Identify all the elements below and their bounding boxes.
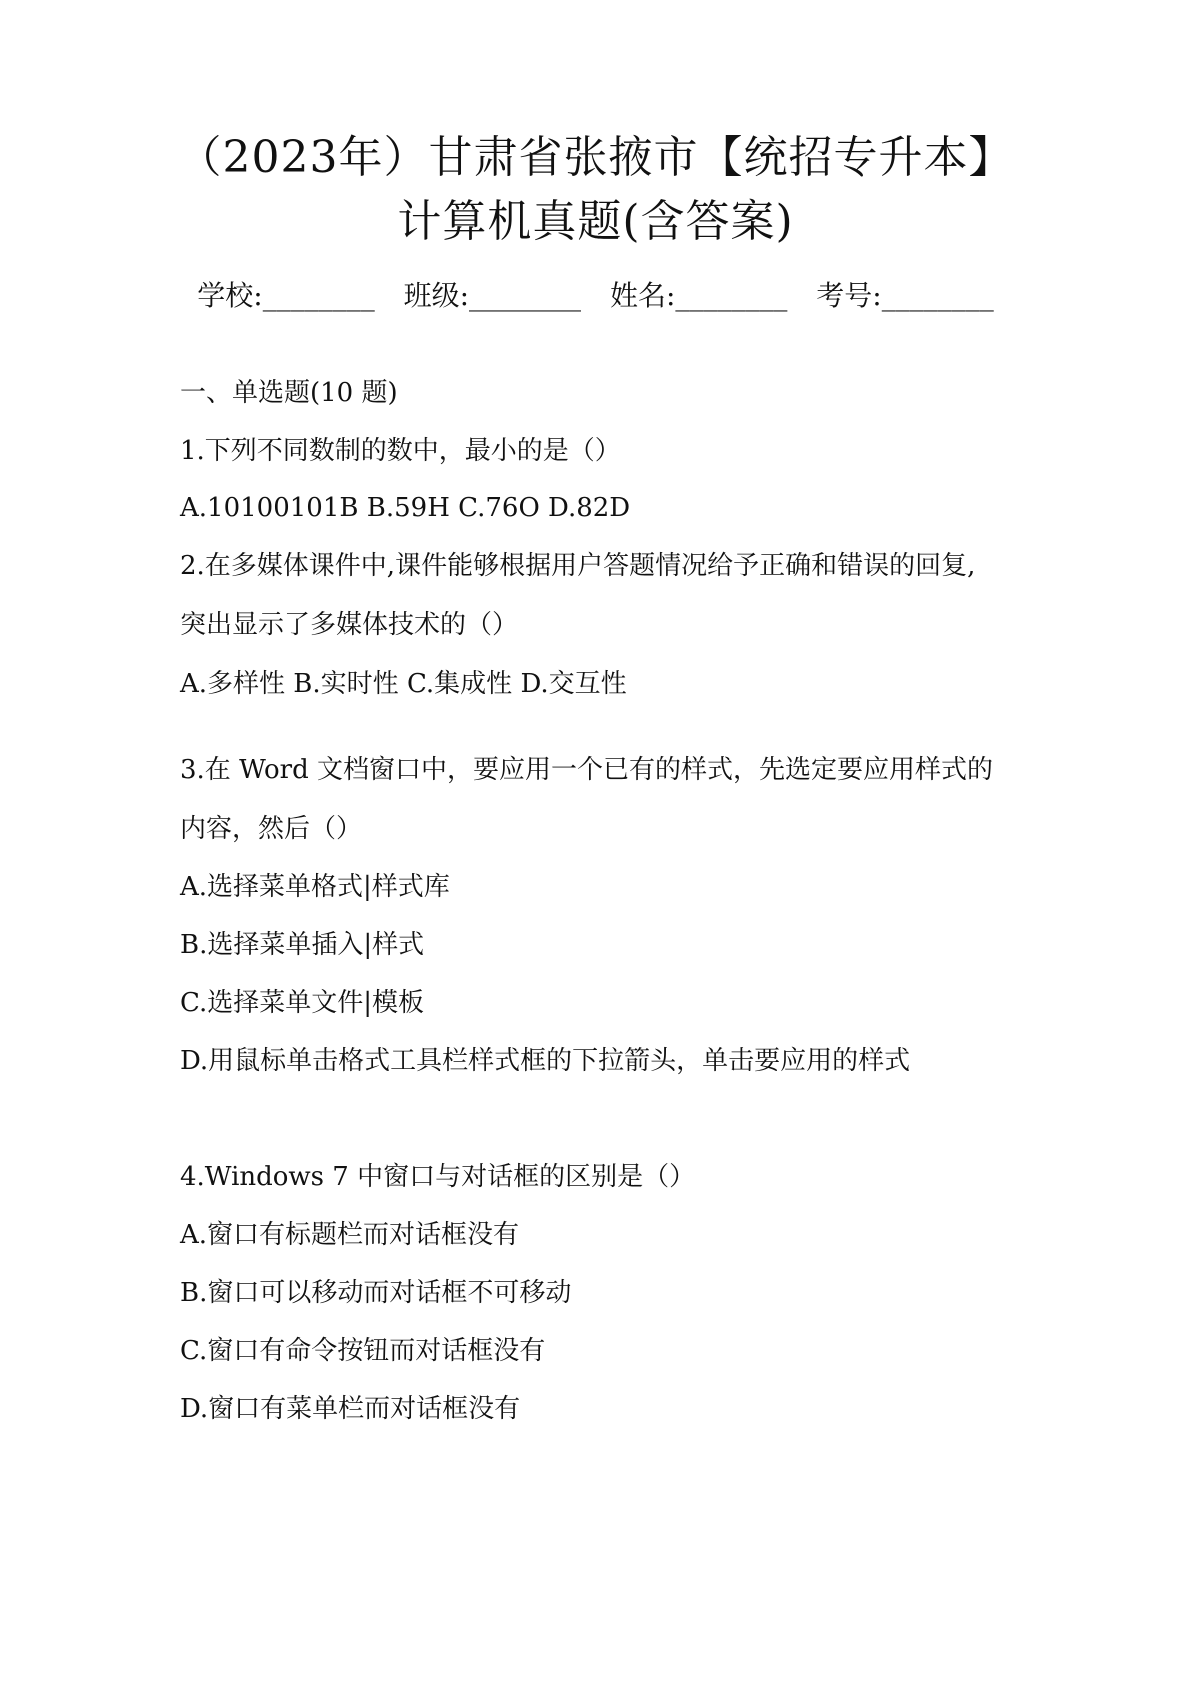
school-field: 学校:________	[197, 279, 375, 312]
question-3-option-b: B.选择菜单插入|样式	[180, 930, 425, 960]
question-3-stem-line-1: 3.在 Word 文档窗口中，要应用一个已有的样式，先选定要应用样式的	[180, 755, 994, 785]
question-4-option-a: A.窗口有标题栏而对话框没有	[180, 1220, 520, 1250]
question-4-stem: 4.Windows 7 中窗口与对话框的区别是（）	[180, 1162, 696, 1192]
exam-title-line-2: 计算机真题(含答案)	[397, 196, 794, 247]
question-4-option-b: B.窗口可以移动而对话框不可移动	[180, 1278, 572, 1308]
exam-number-field: 考号:________	[816, 279, 994, 312]
question-2-stem-line-2: 突出显示了多媒体技术的（）	[180, 610, 519, 640]
question-3-option-c: C.选择菜单文件|模板	[180, 988, 424, 1018]
question-3-stem-line-2: 内容，然后（）	[180, 814, 363, 844]
question-2-options: A.多样性 B.实时性 C.集成性 D.交互性	[180, 669, 627, 699]
class-field: 班级:________	[403, 279, 582, 312]
exam-title-line-1: （2023年）甘肃省张掖市【统招专升本】	[177, 132, 1014, 183]
student-info-row	[0, 278, 1191, 314]
question-4-option-c: C.窗口有命令按钮而对话框没有	[180, 1336, 546, 1366]
question-1-options: A.10100101B B.59H C.76O D.82D	[180, 493, 631, 523]
question-3-option-a: A.选择菜单格式|样式库	[180, 872, 450, 902]
question-3-option-d: D.用鼠标单击格式工具栏样式框的下拉箭头，单击要应用的样式	[180, 1046, 911, 1076]
name-field: 姓名:________	[609, 279, 788, 312]
question-1-stem: 1.下列不同数制的数中，最小的是（）	[180, 436, 621, 466]
question-2-stem-line-1: 2.在多媒体课件中,课件能够根据用户答题情况给予正确和错误的回复,	[180, 551, 976, 581]
question-4-option-d: D.窗口有菜单栏而对话框没有	[180, 1394, 521, 1424]
section-heading: 一、单选题(10 题)	[180, 378, 398, 408]
